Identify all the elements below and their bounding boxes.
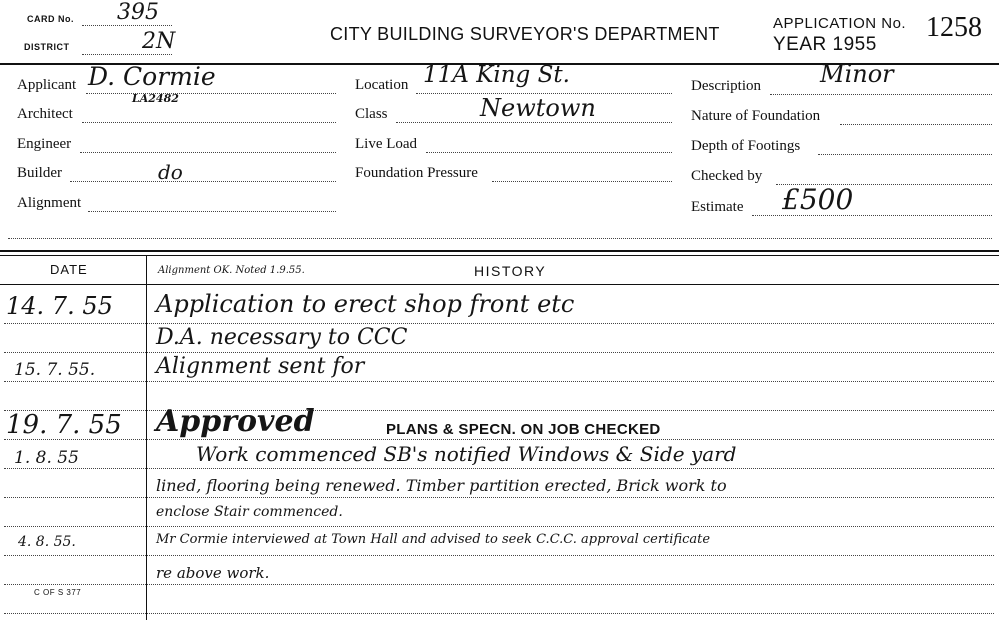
history-header-rule — [0, 284, 999, 285]
architect-value: LA2482 — [132, 92, 179, 105]
history-date: 4. 8. 55. — [18, 534, 76, 550]
history-line: Alignment sent for — [156, 354, 365, 379]
history-column-header: HISTORY — [474, 263, 547, 279]
history-date: 19. 7. 55 — [6, 410, 122, 440]
applicant-value: D. Cormie — [88, 62, 216, 91]
builder-label: Builder — [17, 165, 62, 181]
history-line: re above work. — [156, 564, 270, 582]
history-line: Application to erect shop front etc — [156, 290, 575, 318]
engineer-label: Engineer — [17, 136, 72, 152]
card-no-value: 395 — [117, 0, 159, 25]
district-label: DISTRICT — [24, 42, 70, 52]
form-code: C OF S 377 — [34, 588, 82, 597]
architect-label: Architect — [17, 106, 73, 122]
year-label: YEAR 1955 — [773, 34, 877, 55]
department-title: CITY BUILDING SURVEYOR'S DEPARTMENT — [330, 24, 720, 44]
class-label: Class — [355, 106, 388, 122]
district-value: 2N — [142, 29, 176, 54]
date-column-divider — [146, 256, 147, 620]
history-line: lined, flooring being renewed. Timber partition erected, Brick work to — [156, 476, 727, 495]
history-line: enclose Stair commenced. — [156, 504, 343, 520]
description-value: Minor — [820, 60, 894, 88]
history-date: 15. 7. 55. — [14, 360, 96, 380]
alignment-note: Alignment OK. Noted 1.9.55. — [158, 265, 305, 276]
estimate-label: Estimate — [691, 199, 744, 215]
history-top-rule — [0, 250, 999, 252]
history-line: Mr Cormie interviewed at Town Hall and advised to seek C.C.C. approval certificate — [156, 532, 711, 547]
nature-of-foundation-label: Nature of Foundation — [691, 108, 821, 124]
history-date: 1. 8. 55 — [14, 448, 79, 468]
card-no-label: CARD No. — [27, 14, 74, 24]
applicant-label: Applicant — [17, 77, 77, 93]
application-no-value: 1258 — [926, 12, 982, 43]
location-value: 11A King St. — [423, 62, 570, 88]
history-line: Work commenced SB's notified Windows & Side yard — [196, 442, 737, 466]
history-top-rule-2 — [0, 255, 999, 256]
checked-by-label: Checked by — [691, 168, 763, 184]
location-label: Location — [355, 77, 409, 93]
alignment-label: Alignment — [17, 195, 82, 211]
estimate-value: £500 — [782, 183, 854, 216]
description-label: Description — [691, 78, 761, 94]
live-load-label: Live Load — [355, 136, 418, 152]
class-value: Newtown — [480, 94, 596, 122]
foundation-pressure-label: Foundation Pressure — [355, 165, 478, 181]
depth-of-footings-label: Depth of Footings — [691, 138, 801, 154]
builder-value: do — [158, 160, 183, 184]
date-column-header: DATE — [50, 262, 88, 277]
plans-checked-stamp: PLANS & SPECN. ON JOB CHECKED — [386, 421, 661, 438]
history-date: 14. 7. 55 — [6, 292, 113, 320]
application-no-label: APPLICATION No. — [773, 15, 907, 32]
history-line: D.A. necessary to CCC — [156, 325, 408, 350]
history-line: Approved — [156, 404, 315, 439]
